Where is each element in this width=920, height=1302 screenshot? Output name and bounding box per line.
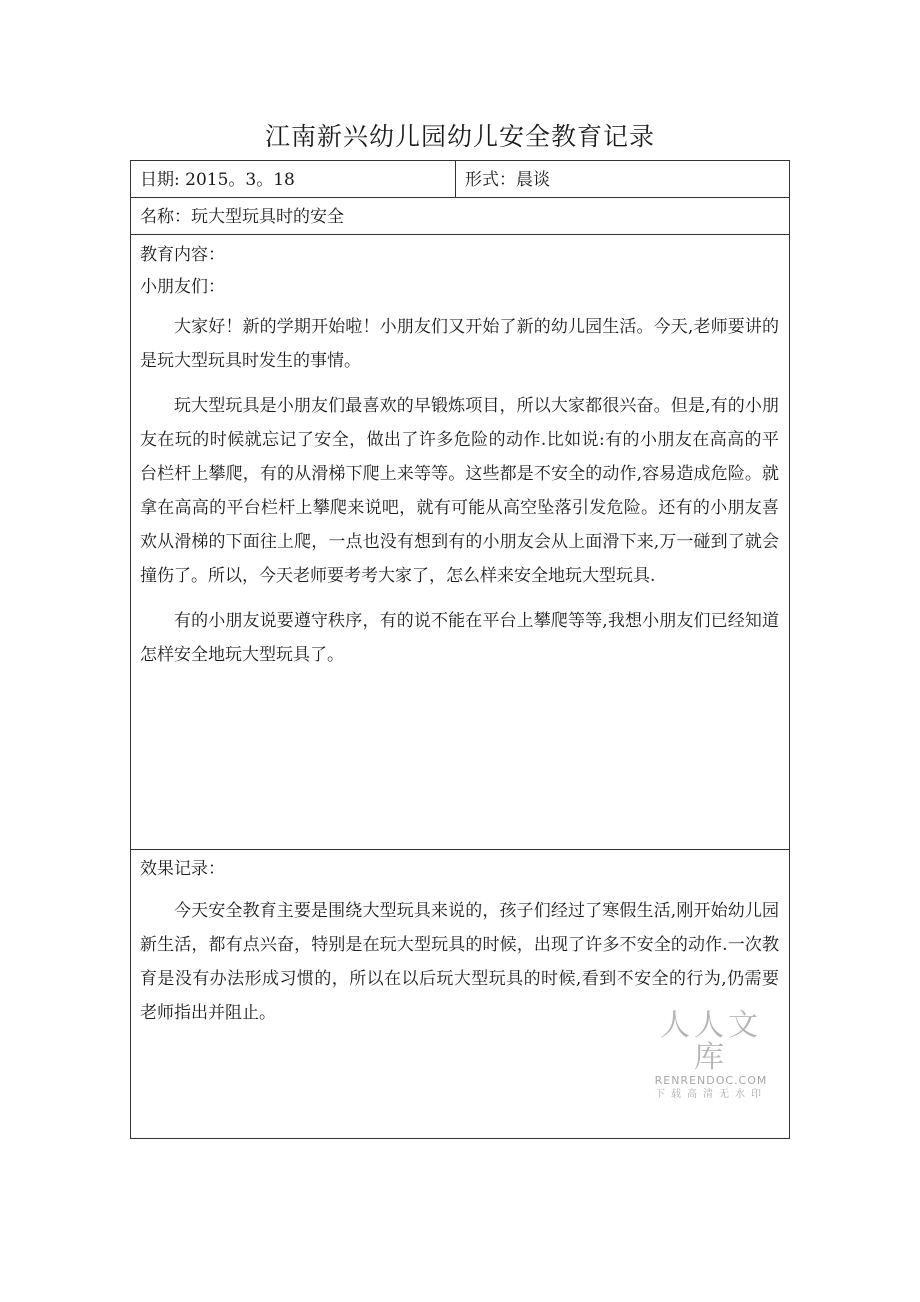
document-title: 江南新兴幼儿园幼儿安全教育记录 bbox=[264, 122, 655, 151]
content-heading: 教育内容： bbox=[140, 245, 225, 265]
date-label: 日期: 2015。3。18 bbox=[140, 170, 295, 190]
watermark-logo-text: 人人文库 bbox=[660, 1008, 762, 1075]
content-paragraph: 有的小朋友说要遵守秩序，有的说不能在平台上攀爬等等,我想小朋友们已经知道怎样安全地玩大型玩具了。 bbox=[140, 611, 779, 665]
content-row bbox=[131, 235, 790, 850]
effect-row bbox=[131, 850, 790, 1139]
name-label: 名称：玩大型玩具时的安全 bbox=[140, 207, 344, 227]
content-cell bbox=[131, 235, 790, 850]
form-label: 形式：晨谈 bbox=[465, 170, 550, 190]
effect-heading: 效果记录： bbox=[140, 859, 225, 879]
effect-paragraph: 今天安全教育主要是围绕大型玩具来说的，孩子们经过了寒假生活,刚开始幼儿园新生活，都有点兴奋，特别是在玩大型玩具的时候，出现了许多不安全的动作.一次教育是没有办法形成习惯的，所以在以后玩大型玩具的时候,看到不安全的行为,仍需要老师指出并阻止。 bbox=[140, 901, 779, 1023]
content-paragraph: 玩大型玩具是小朋友们最喜欢的早锻炼项目，所以大家都很兴奋。但是,有的小朋友在玩的时候就忘记了安全，做出了许多危险的动作.比如说:有的小朋友在高高的平台栏杆上攀爬，有的从滑梯下爬上来等等。这些都是不安全的动作,容易造成危险。就拿在高高的平台栏杆上攀爬来说吧，就有可能从高空坠落引发危险。还有的小朋友喜欢从滑梯的下面往上爬，一点也没有想到有的小朋友会从上面滑下来,万一碰到了就会撞伤了。所以，今天老师要考考大家了，怎么样来安全地玩大型玩具. bbox=[140, 396, 779, 586]
date-form-row bbox=[131, 161, 790, 198]
effect-cell bbox=[131, 850, 790, 1139]
watermark bbox=[646, 1010, 776, 1102]
name-cell bbox=[131, 198, 790, 235]
form-cell bbox=[456, 161, 790, 198]
content-paragraph: 大家好！新的学期开始啦！小朋友们又开始了新的幼儿园生活。今天,老师要讲的是玩大型玩具时发生的事情。 bbox=[140, 317, 779, 371]
content-greeting: 小朋友们： bbox=[140, 277, 225, 297]
record-table bbox=[130, 160, 790, 1139]
date-cell bbox=[131, 161, 456, 198]
name-row bbox=[131, 198, 790, 235]
watermark-subtitle: 下载高清无水印 bbox=[655, 1089, 767, 1100]
watermark-site: RENRENDOC.COM bbox=[654, 1074, 768, 1087]
